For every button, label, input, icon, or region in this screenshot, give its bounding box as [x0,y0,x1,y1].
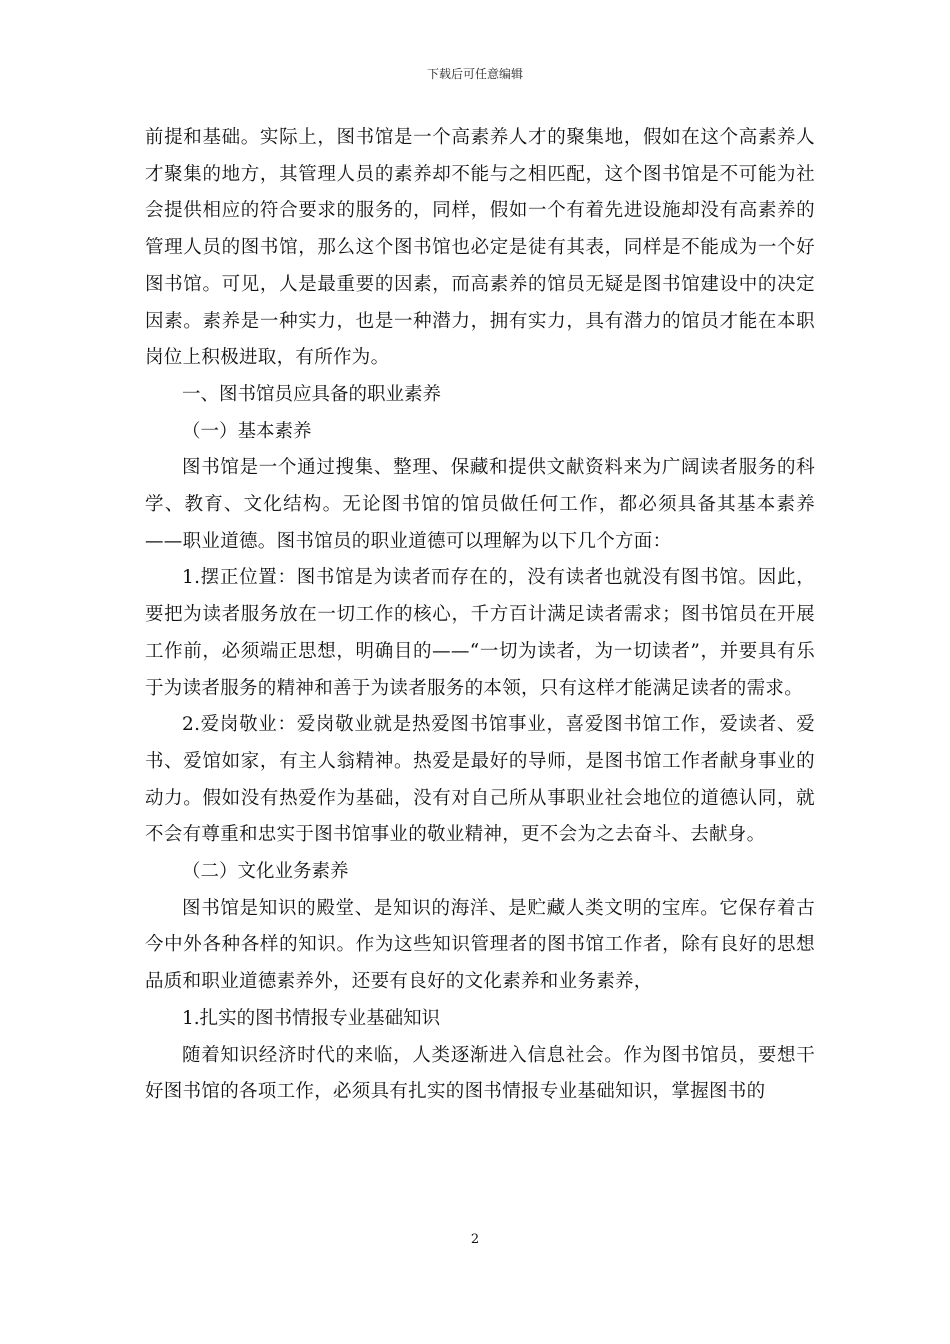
page-header: 下载后可任意编辑 [426,67,523,81]
subsection-heading-culture: （二）文化业务素养 [182,861,349,883]
page-number: 2 [470,1232,480,1247]
section-heading: 一、图书馆员应具备的职业素养 [182,383,442,405]
subsection-heading-basic: （一）基本素养 [182,420,312,442]
paragraph-library-definition: 图书馆是一个通过搜集、整理、保藏和提供文献资料来为广阔读者服务的科学、教育、文化结构。无论图书馆的馆员做任何工作，都必须具备其基本素养——职业道德。图书馆员的职业道德可以理解为以下几个方面： [145,457,815,552]
paragraph-point-2: 2.爱岗敬业：爱岗敬业就是热爱图书馆事业，喜爱图书馆工作，爱读者、爱书、爱馆如家，有主人翁精神。热爱是最好的导师，是图书馆工作者献身事业的动力。假如没有热爱作为基础，没有对自己所从事职业社会地位的道德认同，就不会有尊重和忠实于图书馆事业的敬业精神，更不会为之去奋斗、去献身。 [145,714,815,846]
document-body [145,120,815,1111]
item-heading-foundation: 1.扎实的图书情报专业基础知识 [182,1007,441,1029]
paragraph-continuation: 前提和基础。实际上，图书馆是一个高素养人才的聚集地，假如在这个高素养人才聚集的地方，其管理人员的素养却不能与之相匹配，这个图书馆是不可能为社会提供相应的符合要求的服务的，同样，假如一个有着先进设施却没有高素养的管理人员的图书馆，那么这个图书馆也必定是徒有其表，同样是不能成为一个好图书馆。可见，人是最重要的因素，而高素养的馆员无疑是图书馆建设中的决定因素。素养是一种实力，也是一种潜力，拥有实力，具有潜力的馆员才能在本职岗位上积极进取，有所作为。 [145,127,815,369]
paragraph-knowledge-palace: 图书馆是知识的殿堂、是知识的海洋、是贮藏人类文明的宝库。它保存着古今中外各种各样的知识。作为这些知识管理者的图书馆工作者，除有良好的思想品质和职业道德素养外，还要有良好的文化素养和业务素养， [145,897,815,993]
paragraph-point-1: 1.摆正位置：图书馆是为读者而存在的，没有读者也就没有图书馆。因此，要把为读者服务放在一切工作的核心，千方百计满足读者需求；图书馆员在开展工作前，必须端正思想，明确目的——“一切为读者，为一切读者”，并要具有乐于为读者服务的精神和善于为读者服务的本领，只有这样才能满足读者的需求。 [145,567,815,699]
paragraph-knowledge-economy: 随着知识经济时代的来临，人类逐渐进入信息社会。作为图书馆员，要想干好图书馆的各项工作，必须具有扎实的图书情报专业基础知识，掌握图书的 [145,1044,815,1103]
